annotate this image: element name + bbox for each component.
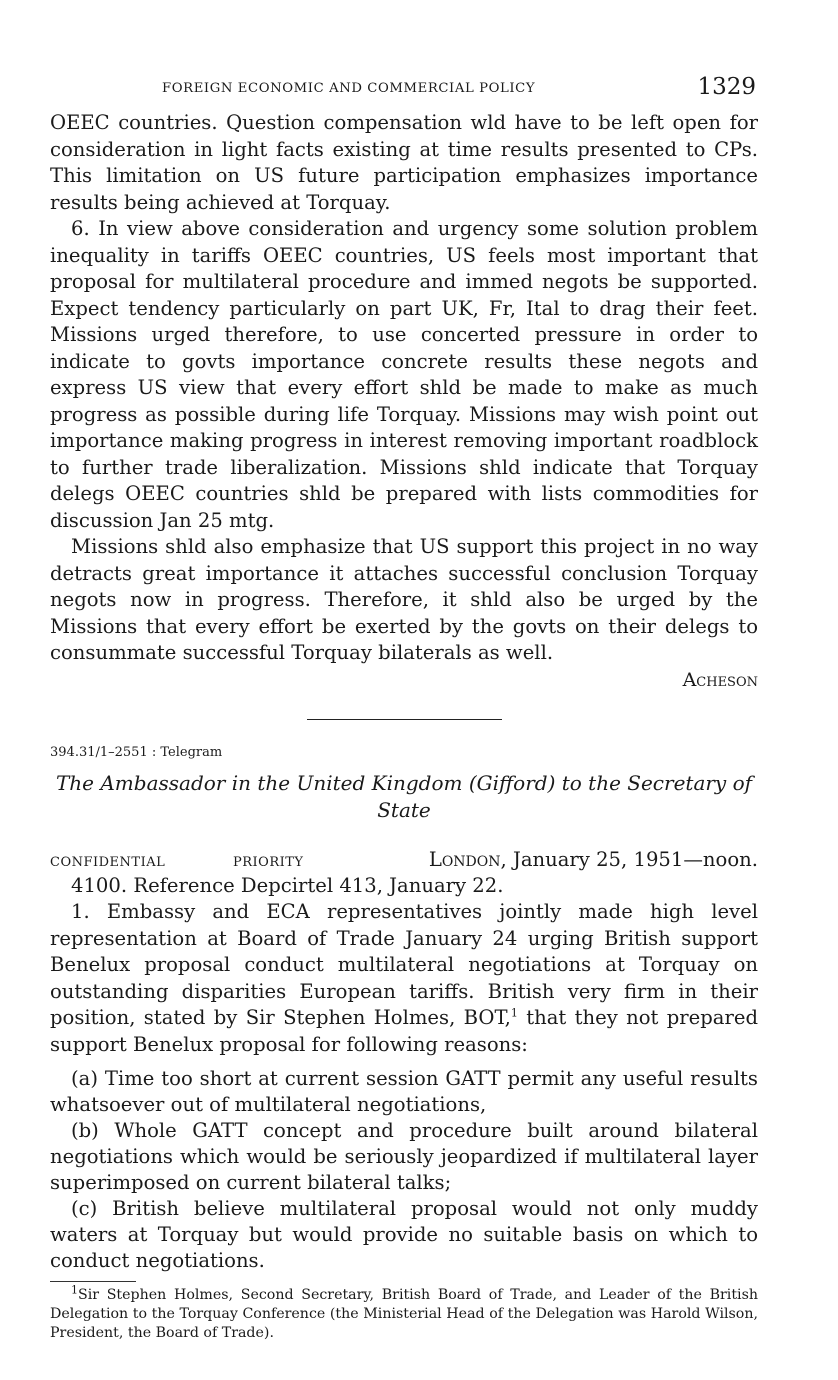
footnote xyxy=(50,1283,758,1343)
list-item xyxy=(50,1066,758,1118)
list-label: (a) xyxy=(71,1067,98,1090)
list-text: Time too short at current session GATT permit any useful results whatsoever out of multilateral negotiations, xyxy=(50,1067,758,1116)
reasons-list xyxy=(50,1066,758,1274)
place-date xyxy=(429,846,758,873)
paragraph: 6. In view above consideration and urgency some solution problem inequality in tariffs OEEC countries, US feels most important that proposal for multilateral procedure and immed negots be supported. Expect tendency particularly on part UK, Fr, Ital to drag their feet. Missions urged therefore, to use concerted pressure in order to indicate to govts importance concrete results these negots and express US view that every effort shld be made to make as much progress as possible during life Torquay. Missions may wish point out importance making progress in interest removing important roadblock to further trade liberalization. Missions shld indicate that Torquay delegs OEEC countries shld be prepared with lists commodities for discussion Jan 25 mtg. xyxy=(50,217,758,532)
list-text: British believe multilateral proposal would not only muddy waters at Torquay but would provide no suitable basis on which to conduct negotiations. xyxy=(50,1197,758,1272)
file-number: 394.31/1–2551 : Telegram xyxy=(50,744,223,760)
list-text: Whole GATT concept and procedure built around bilateral negotiations which would be seriously jeopardized if multilateral layer superimposed on current bilateral talks; xyxy=(50,1119,758,1194)
list-item xyxy=(50,1118,758,1196)
classification: CONFIDENTIAL xyxy=(50,854,166,870)
list-item xyxy=(50,1196,758,1274)
place: London, xyxy=(428,847,507,871)
section-divider xyxy=(307,719,502,720)
paragraph-text: 1. Embassy and ECA representatives jointly made high level representation at Board of Trade January 24 urging British support Benelux proposal conduct multilateral negotiations at Torquay on outstanding disparities European tariffs. British very firm in their position, stated by Sir Stephen Holmes, BOT, xyxy=(50,900,758,1029)
document-page xyxy=(50,70,758,1343)
continuation-text xyxy=(50,110,758,693)
paragraph xyxy=(50,899,758,1058)
paragraph-text: that they not prepared support Benelux proposal for following reasons: xyxy=(50,1006,758,1056)
page-number: 1329 xyxy=(697,74,756,100)
document-title: The Ambassador in the United Kingdom (Gifford) to the Secretary of State xyxy=(55,770,753,822)
page-header xyxy=(50,70,758,110)
reference-paragraph: 4100. Reference Depcirtel 413, January 22. xyxy=(71,873,504,897)
running-head: FOREIGN ECONOMIC AND COMMERCIAL POLICY xyxy=(162,81,536,96)
footnote-text: Sir Stephen Holmes, Second Secretary, British Board of Trade, and Leader of the British Delegation to the Torquay Conference (the Ministerial Head of the Delegation was Harold Wilson, President, the Board of Trade). xyxy=(50,1287,758,1341)
dateline xyxy=(50,846,758,873)
precedence: PRIORITY xyxy=(233,854,304,870)
list-label: (c) xyxy=(71,1197,98,1220)
footnote-divider xyxy=(50,1281,136,1282)
list-label: (b) xyxy=(71,1119,99,1142)
paragraph: OEEC countries. Question compensation wld have to be left open for consideration in light facts existing at time results presented to CPs. This limitation on US future participation emphasizes importance results being achieved at Torquay. xyxy=(50,111,758,214)
telegram-text xyxy=(50,873,758,1059)
paragraph: Missions shld also emphasize that US support this project in no way detracts great importance it attaches successful conclusion Torquay negots now in progress. Therefore, it shld also be urged by the Missions that every effort be exerted by the govts on their delegs to consummate successful Torquay bilaterals as well. xyxy=(50,535,758,664)
footnote-reference[interactable]: 1 xyxy=(510,1006,518,1020)
footnote-marker: 1 xyxy=(71,1283,78,1297)
signature: Acheson xyxy=(682,668,758,691)
date: January 25, 1951—noon. xyxy=(512,847,758,871)
